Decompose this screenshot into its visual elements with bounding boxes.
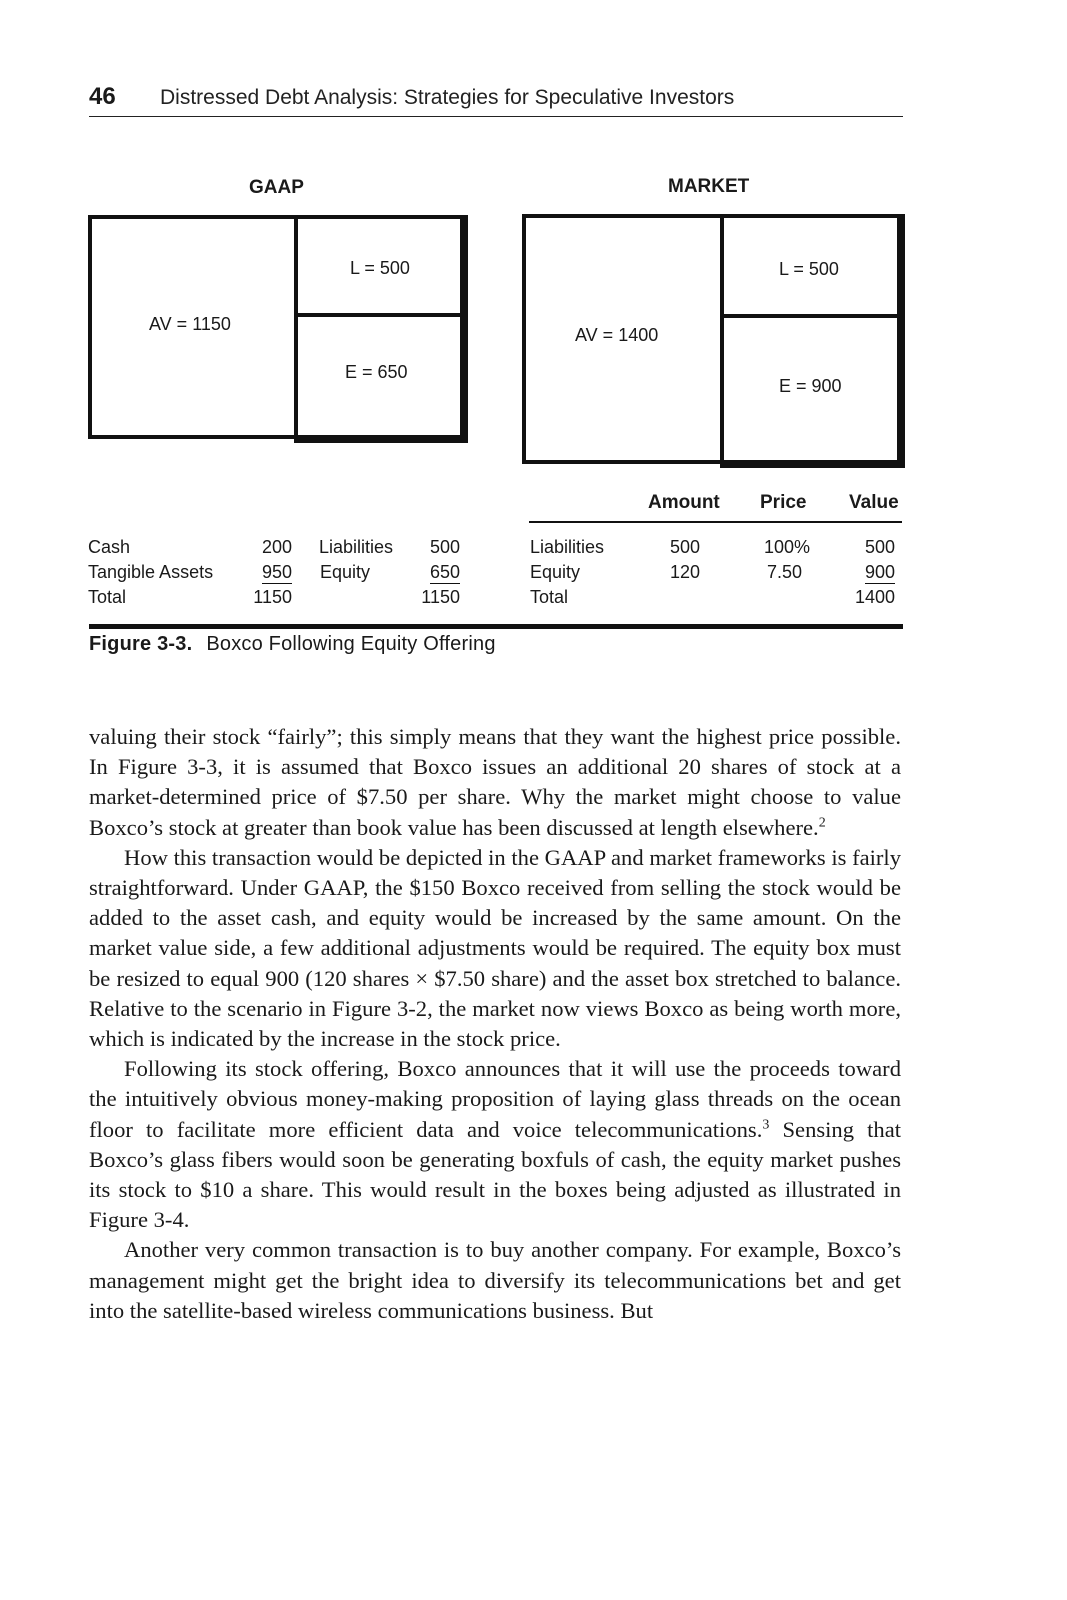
running-title: Distressed Debt Analysis: Strategies for Speculative Investors (160, 86, 735, 109)
table-cell: 500 (429, 537, 460, 557)
gaap-diagram (88, 215, 464, 439)
column-header-amount: Amount (648, 492, 720, 513)
market-title: MARKET (668, 176, 750, 197)
paragraph (89, 843, 901, 1054)
table-cell: 500 (669, 537, 700, 557)
paragraph (89, 1054, 901, 1235)
paragraph-text: valuing their stock “fairly”; this simply means that they want the highest price possible. In Figure 3-3, it is assumed that Boxco issues an additional 20 shares of stock at a market-determined price of $7.50 per share. Why the market might choose to value Boxco’s stock at greater than book value has been discussed at length elsewhere. (89, 724, 901, 840)
column-header-price: Price (760, 492, 807, 513)
caption-label: Figure 3-3. (89, 633, 193, 655)
underlined-value: 900 (864, 562, 895, 582)
table-cell: Liabilities (319, 537, 394, 557)
gaap-liabilities-label: L = 500 (350, 258, 410, 278)
table-cell: 100% (763, 537, 810, 557)
table-cell: 7.50 (766, 562, 802, 582)
caption-text: Boxco Following Equity Offering (206, 633, 496, 655)
table-cell: 1400 (854, 587, 895, 607)
figure-caption (89, 633, 496, 656)
body-text (89, 722, 901, 1326)
table-cell (840, 562, 895, 583)
table-cell (400, 562, 460, 583)
footnote-marker[interactable]: 3 (762, 1117, 770, 1133)
column-header-value: Value (849, 492, 899, 513)
paragraph-text: Another very common transaction is to buy another company. For example, Boxco’s management might get the bright idea to diversify its telecommunications bet and get into the satellite-based wireless communications business. But (89, 1237, 901, 1323)
table-header-rule (529, 521, 902, 523)
table-cell: 500 (864, 537, 895, 557)
gaap-title: GAAP (249, 177, 304, 198)
paragraph-text: Following its stock offering, Boxco announces that it will use the proceeds toward the intuitively obvious money-making proposition of laying glass threads on the ocean floor to facilitate more efficient data and voice telecommunications. (89, 1056, 901, 1142)
gaap-assets-label: AV = 1150 (149, 314, 231, 334)
market-assets-label: AV = 1400 (575, 325, 659, 345)
table-cell: Liabilities (530, 537, 605, 557)
paragraph (89, 722, 901, 843)
paragraph-text: Sensing that Boxco’s glass fibers would soon be generating boxfuls of cash, the equity market pushes its stock to $10 a share. This would result in the boxes being adjusted as illustrated in Figure 3-4. (89, 1116, 902, 1233)
table-cell: Total (530, 587, 569, 607)
table-cell: Total (88, 587, 127, 607)
page-number: 46 (89, 83, 116, 110)
table-cell: Tangible Assets (88, 562, 214, 582)
market-liabilities-box (720, 214, 905, 318)
table-cell: Cash (88, 537, 131, 557)
caption-rule (89, 624, 903, 629)
gaap-liabilities-box (294, 215, 468, 317)
table-cell: Equity (320, 562, 371, 582)
paragraph (89, 1235, 901, 1326)
table-cell (230, 562, 292, 583)
gaap-equity-label: E = 650 (345, 362, 408, 382)
market-equity-label: E = 900 (779, 376, 842, 396)
table-cell: Equity (530, 562, 581, 582)
paragraph-text: How this transaction would be depicted in the GAAP and market frameworks is fairly straightforward. Under GAAP, the $150 Boxco received from selling the stock would be added to the asset cash, and equity would be increased by the same amount. On the market value side, a few additional adjustments would be required. The equity box must be resized to equal 900 (120 shares × $7.50 share) and the asset box stretched to balance. Relative to the scenario in Figure 3-2, the market now views Boxco as being worth more, which is indicated by the increase in the stock price. (89, 844, 901, 1052)
table-cell: 1150 (253, 587, 292, 607)
gaap-equity-box (294, 313, 468, 443)
table-cell: 120 (669, 562, 700, 582)
underlined-value: 950 (261, 562, 292, 582)
header-rule (89, 116, 903, 117)
table-cell: 1150 (421, 587, 460, 607)
market-diagram (522, 214, 901, 464)
table-cell: 200 (261, 537, 292, 557)
underlined-value: 650 (429, 562, 460, 582)
market-equity-box (720, 314, 905, 468)
market-liabilities-label: L = 500 (779, 259, 839, 279)
footnote-marker[interactable]: 2 (818, 815, 826, 831)
